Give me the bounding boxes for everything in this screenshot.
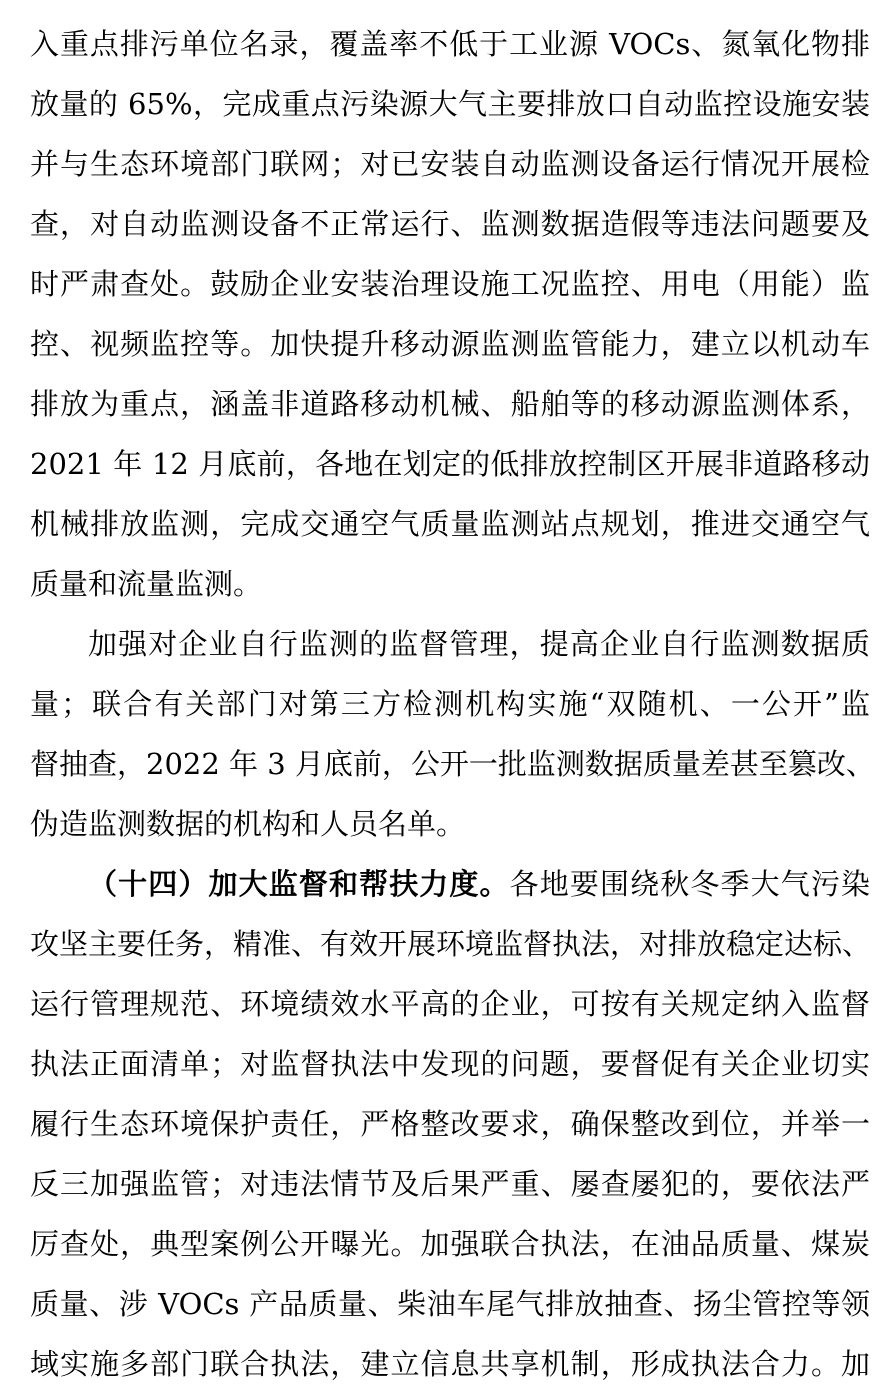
text-line: 查，对自动监测设备不正常运行、监测数据造假等违法问题要及 xyxy=(30,207,870,241)
text-line: 入重点排污单位名录，覆盖率不低于工业源 VOCs、氮氧化物排 xyxy=(30,27,870,61)
section-heading: （十四）加大监督和帮扶力度。 xyxy=(88,867,510,901)
text-line: 厉查处，典型案例公开曝光。加强联合执法，在油品质量、煤炭 xyxy=(30,1227,870,1261)
text-line: 2021 年 12 月底前，各地在划定的低排放控制区开展非道路移动 xyxy=(30,447,870,481)
text-segment: 各地要围绕秋冬季大气污染 xyxy=(509,867,870,901)
text-line: 时严肃查处。鼓励企业安装治理设施工况监控、用电（用能）监 xyxy=(30,267,870,301)
text-line: 排放为重点，涵盖非道路移动机械、船舶等的移动源监测体系， xyxy=(30,387,870,421)
text-line: 量；联合有关部门对第三方检测机构实施“双随机、一公开”监 xyxy=(30,687,870,721)
text-line: 域实施多部门联合执法，建立信息共享机制，形成执法合力。加 xyxy=(30,1347,870,1381)
text-line: 质量、涉 VOCs 产品质量、柴油车尾气排放抽查、扬尘管控等领 xyxy=(30,1287,870,1321)
text-line: 伪造监测数据的机构和人员名单。 xyxy=(30,807,466,841)
text-line: 督抽查，2022 年 3 月底前，公开一批监测数据质量差甚至篡改、 xyxy=(30,747,875,781)
text-line: 放量的 65%，完成重点污染源大气主要排放口自动监控设施安装 xyxy=(30,87,870,121)
text-line: 加强对企业自行监测的监督管理，提高企业自行监测数据质 xyxy=(88,627,870,661)
text-line: 并与生态环境部门联网；对已安装自动监测设备运行情况开展检 xyxy=(30,147,870,181)
text-line: 反三加强监管；对违法情节及后果严重、屡查屡犯的，要依法严 xyxy=(30,1167,870,1201)
section-heading-line xyxy=(88,854,870,914)
text-line: 攻坚主要任务，精准、有效开展环境监督执法，对排放稳定达标、 xyxy=(30,927,872,961)
text-line: 控、视频监控等。加快提升移动源监测监管能力，建立以机动车 xyxy=(30,327,870,361)
text-line: 质量和流量监测。 xyxy=(30,567,263,601)
text-line: 机械排放监测，完成交通空气质量监测站点规划，推进交通空气 xyxy=(30,507,870,541)
text-line: 履行生态环境保护责任，严格整改要求，确保整改到位，并举一 xyxy=(30,1107,870,1141)
text-line: 运行管理规范、环境绩效水平高的企业，可按有关规定纳入监督 xyxy=(30,987,870,1021)
text-line: 执法正面清单；对监督执法中发现的问题，要督促有关企业切实 xyxy=(30,1047,870,1081)
